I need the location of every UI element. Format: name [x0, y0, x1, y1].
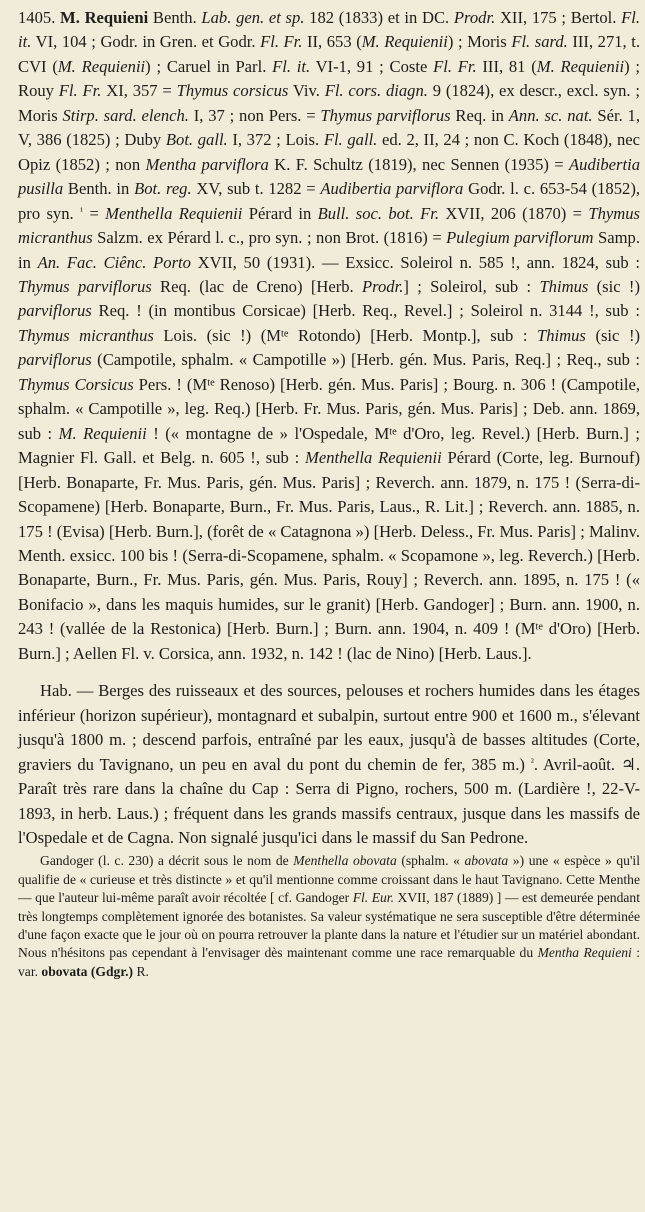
footnote-paragraph — [18, 852, 640, 981]
entry-number: 1405. — [18, 8, 56, 27]
species-entry — [18, 6, 640, 666]
entry-species: Requieni — [84, 8, 149, 27]
habitat-text: — Berges des ruisseaux et des sources, pelouses et rochers humides dans les étages inférieur (horizon supérieur), montagnard et subalpin, surtout entre 900 et 1600 m., s'élevant jusqu'à 1800 m. ; descend parfois, entraîné par les eaux, jusqu'à de basses altitudes (Corte, graviers du Tavignano, un peu en aval du pont du chemin de fer, 385 m.) $^{^2}$. Avril-août. ♃. Paraît très rare dans la chaîne du Cap : Serra di Pigno, rochers, 500 m. (Lardière !, 22-V-1893, in herb. Laus.) ; fréquent dans les grands massifs centraux, jusque dans les massifs de l'Ospedale et de Cagna. Non signalé jusqu'ici dans le massif du San Pedrone. — [18, 681, 640, 847]
entry-exsiccata: — Exsicc. Soleirol n. 585 !, ann. 1824, sub : Thymus parviflorus Req. (lac de Creno) [Herb. Prodr.] ; Soleirol, sub : Thimus (sic !) parviflorus Req. ! (in montibus Corsicae) [Herb. Req., Revel.] ; Soleirol n. 3144 !, sub : Thymus micranthus Lois. (sic !) ($M^{te}$ Rotondo) [Herb. Montp.], sub : Thimus (sic !) parviflorus (Campotile, sphalm. « Campotille ») [Herb. gén. Mus. Paris, Req.] ; Req., sub : Thymus Corsicus Pers. ! ($M^{te}$ Renoso) [Herb. gén. Mus. Paris] ; Bourg. n. 306 ! (Campotile, sphalm. « Campotille », leg. Req.) [Herb. Fr. Mus. Paris, gén. Mus. Paris] ; Deb. ann. 1869, sub : M. Requienii ! (« montagne de » l'Ospedale, $M^{te}$ d'Oro, leg. Revel.) [Herb. Burn.] ; Magnier Fl. Gall. et Belg. n. 605 !, sub : Menthella Requienii Pérard (Corte, leg. Burnouf) [Herb. Bonaparte, Fr. Mus. Paris, gén. Mus. Paris] ; Reverch. ann. 1879, n. 175 ! (Serra-di-Scopamene) [Herb. Bonaparte, Burn., Fr. Mus. Paris, Laus., R. Lit.] ; Reverch. ann. 1885, n. 175 ! (Evisa) [Herb. Burn.], (forêt de « Catagnona ») [Herb. Deless., Fr. Mus. Paris] ; Malinv. Menth. exsicc. 100 bis ! (Serra-di-Scopamene, sphalm. « Scopamone », leg. Reverch.) [Herb. Bonaparte, Burn., Fr. Mus. Paris, gén. Mus. Paris, Rouy] ; Reverch. ann. 1895, n. 175 ! (« Bonifacio », dans les maquis humides, sur le granit) [Herb. Gandoger] ; Burn. ann. 1900, n. 243 ! (vallée de la Restonica) [Herb. Burn.] ; Burn. ann. 1904, n. 409 ! ($M^{te}$ d'Oro) [Herb. Burn.] ; Aellen Fl. v. Corsica, ann. 1932, n. 142 ! (lac de Nino) [Herb. Laus.]. — [18, 252, 641, 663]
entry-genus: M. — [60, 8, 80, 27]
habitat-label: Hab. — [40, 681, 72, 701]
note-text: Gandoger (l. c. 230) a décrit sous le nom de Menthella obovata (sphalm. « abovata ») une « espèce » qu'il qualifie de « curieuse et très distincte » et qu'il mentionne comme croissant dans le haut Tavignano. Cette Menthe — que l'auteur lui-même paraît avoir récoltée [ cf. Gandoger Fl. Eur. XVII, 187 (1889) ] — est demeurée pendant très longtemps complètement ignorée des botanistes. Sa valeur systématique ne sera susceptible d'être déterminée d'une façon exacte que le jour où on pourra retrouver la plante dans la nature et l'étudier sur un matériel abondant. Nous n'hésitons pas cependant à l'envisager dès maintenant comme une race remarquable du Mentha Requieni : var. obovata (Gdgr.) R. — [18, 853, 640, 979]
entry-citation: Benth. Lab. gen. et sp. 182 (1833) et in DC. Prodr. XII, 175 ; Bertol. Fl. it. VI, 104 ; Godr. in Gren. et Godr. Fl. Fr. II, 653 (M. Requienii) ; Moris Fl. sard. III, 271, t. CVI (M. Requienii) ; Caruel in Parl. Fl. it. VI-1, 91 ; Coste Fl. Fr. III, 81 (M. Requienii) ; Rouy Fl. Fr. XI, 357 = Thymus corsicus Viv. Fl. cors. diagn. 9 (1824), ex descr., excl. syn. ; Moris Stirp. sard. elench. I, 37 ; non Pers. = Thymus parviflorus Req. in Ann. sc. nat. Sér. 1, V, 386 (1825) ; Duby Bot. gall. I, 372 ; Lois. Fl. gall. ed. 2, II, 24 ; non C. Koch (1848), nec Opiz (1852) ; non Mentha parviflora K. F. Schultz (1819), nec Sennen (1935) = Audibertia pusilla Benth. in Bot. reg. XV, sub t. 1282 = Audibertia parviflora Godr. l. c. 653-54 (1852), pro syn. $^{^1}$ = Menthella Requienii Pérard in Bull. soc. bot. Fr. XVII, 206 (1870) = Thymus micranthus Salzm. ex Pérard l. c., pro syn. ; non Brot. (1816) = Pulegium parviflorum Samp. in An. Fac. Ciênc. Porto XVII, 50 (1931). — [18, 8, 640, 272]
habitat-paragraph — [18, 679, 640, 850]
